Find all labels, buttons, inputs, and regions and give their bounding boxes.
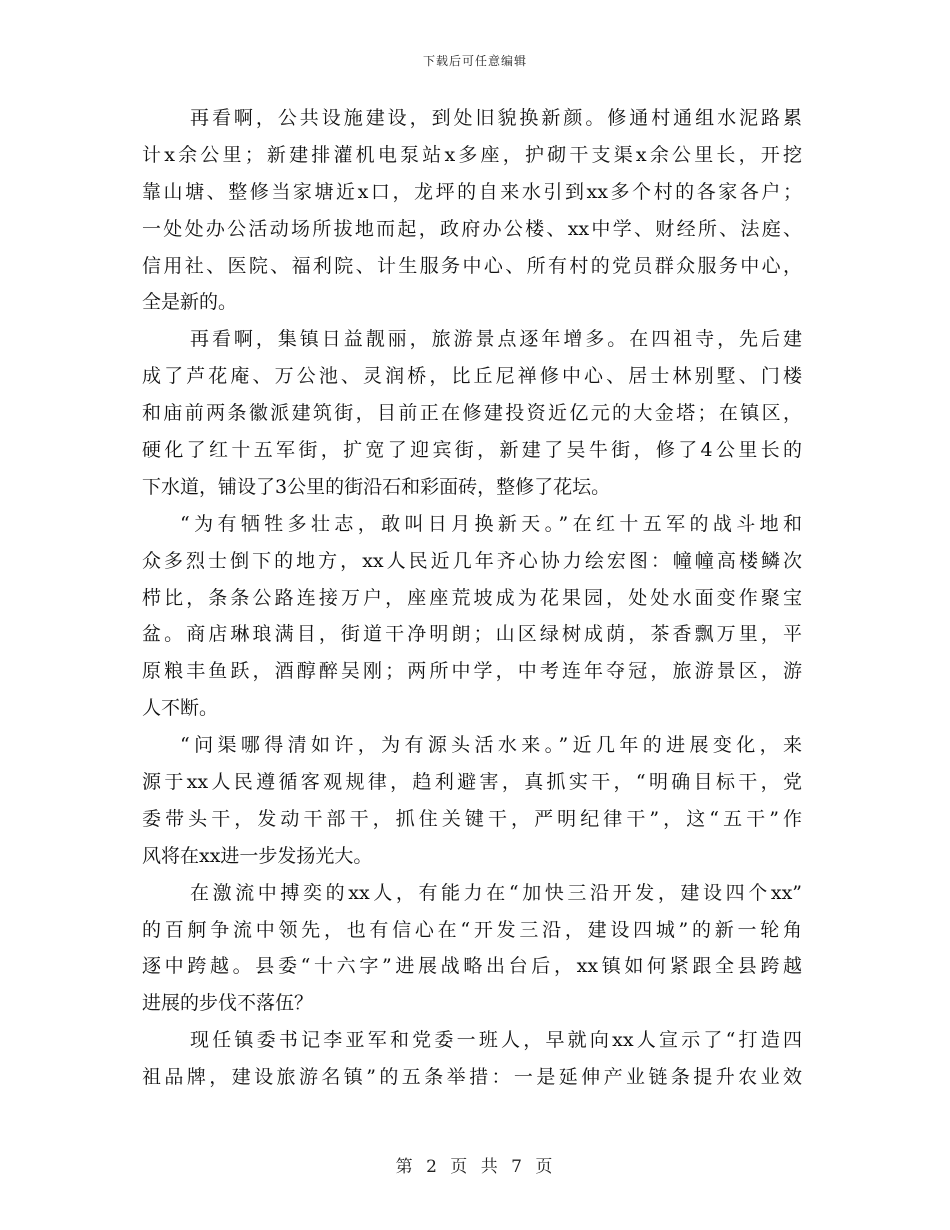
text-line: 计x余公里；新建排灌机电泵站x多座，护砌干支渠x余公里长，开挖 [142, 143, 802, 166]
text-line: 风将在xx进一步发扬光大。 [142, 844, 373, 867]
text-line: 现任镇委书记李亚军和党委一班人，早就向xx人宣示了“打造四 [190, 1029, 802, 1052]
page-header: 下载后可任意编辑 [422, 54, 527, 68]
text-line: 再看啊，集镇日益靓丽，旅游景点逐年增多。在四祖寺，先后建 [190, 328, 802, 351]
text-line: “问渠哪得清如许，为有源头活水来。”近几年的进展变化，来 [180, 734, 802, 757]
paragraph [142, 321, 802, 505]
text-line: 硬化了红十五军街，扩宽了迎宾街，新建了吴牛街，修了4公里长的 [142, 439, 802, 462]
paragraph [142, 100, 802, 321]
text-line: 盆。商店琳琅满目，街道干净明朗；山区绿树成荫，茶香飘万里，平 [142, 623, 802, 646]
text-line: 靠山塘、整修当家塘近x口，龙坪的自来水引到xx多个村的各家各户； [142, 180, 802, 203]
text-line: 进展的步伐不落伍？ [142, 992, 314, 1015]
text-line: 逐中跨越。县委“十六字”进展战略出台后，xx镇如何紧跟全县跨越 [142, 955, 802, 978]
paragraph [142, 506, 802, 727]
text-line: 源于xx人民遵循客观规律，趋利避害，真抓实干，“明确目标干，党 [142, 771, 802, 794]
text-line: 信用社、医院、福利院、计生服务中心、所有村的党员群众服务中心， [142, 254, 802, 277]
paragraph [142, 875, 802, 1023]
text-line: 祖品牌，建设旅游名镇”的五条举措：一是延伸产业链条提升农业效 [142, 1066, 802, 1089]
page-footer: 第 2 页 共 7 页 [395, 1157, 555, 1177]
text-line: “为有牺牲多壮志，敢叫日月换新天。”在红十五军的战斗地和 [180, 512, 802, 535]
text-line: 栉比，条条公路连接万户，座座荒坡成为花果园，处处水面变作聚宝 [142, 586, 802, 609]
text-line: 众多烈士倒下的地方，xx人民近几年齐心协力绘宏图：幢幢高楼鳞次 [142, 549, 802, 572]
text-line: 在激流中搏奕的xx人，有能力在“加快三沿开发，建设四个xx” [190, 881, 802, 904]
text-line: 委带头干，发动干部干，抓住关键干，严明纪律干”，这“五干”作 [142, 807, 802, 830]
text-line: 和庙前两条徽派建筑街，目前正在修建投资近亿元的大金塔；在镇区， [142, 402, 802, 425]
text-line: 原粮丰鱼跃，酒醇醉吴刚；两所中学，中考连年夺冠，旅游景区，游 [142, 660, 802, 683]
text-line: 再看啊，公共设施建设，到处旧貌换新颜。修通村通组水泥路累 [190, 107, 802, 129]
paragraph [142, 1022, 802, 1096]
text-line: 全是新的。 [142, 291, 238, 314]
text-line: 一处处办公活动场所拔地而起，政府办公楼、xx中学、财经所、法庭、 [142, 217, 802, 240]
text-line: 人不断。 [142, 697, 219, 720]
text-line: 下水道，铺设了3公里的街沿石和彩面砖，整修了花坛。 [142, 475, 611, 498]
text-line: 的百舸争流中领先，也有信心在“开发三沿，建设四城”的新一轮角 [142, 918, 802, 941]
document-body [142, 100, 802, 1096]
paragraph [142, 727, 802, 875]
text-line: 成了芦花庵、万公池、灵润桥，比丘尼禅修中心、居士林别墅、门楼 [142, 365, 802, 388]
